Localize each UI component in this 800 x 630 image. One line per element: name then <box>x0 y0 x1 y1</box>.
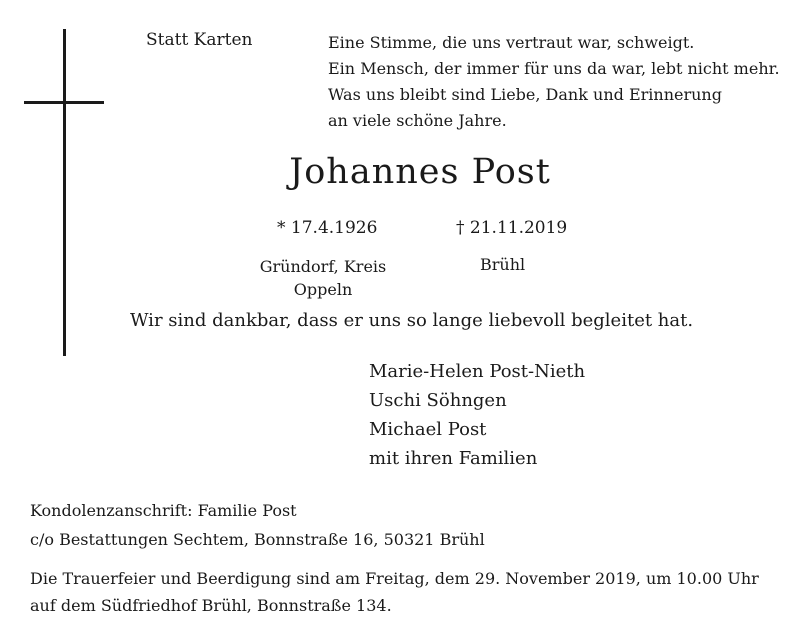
death-date: † 21.11.2019 <box>456 218 568 238</box>
funeral-line: Die Trauerfeier und Beerdigung sind am Freitag, dem 29. November 2019, um 10.00 Uhr <box>30 569 759 588</box>
birth-date: * 17.4.1926 <box>277 218 378 238</box>
memorial-poem <box>328 30 780 134</box>
funeral-information <box>30 565 759 619</box>
deathplace: Brühl <box>480 255 526 274</box>
cross-horizontal-bar <box>24 101 104 104</box>
birthplace-line: Gründorf, Kreis <box>259 257 387 276</box>
poem-line: Eine Stimme, die uns vertraut war, schweigt. <box>328 33 695 52</box>
condolence-line: Kondolenzanschrift: Familie Post <box>30 501 297 520</box>
mourner-name: Michael Post <box>369 419 487 440</box>
gratitude-text: Wir sind dankbar, dass er uns so lange liebevoll begleitet hat. <box>130 310 694 331</box>
poem-line: Was uns bleibt sind Liebe, Dank und Erinnerung <box>328 85 722 104</box>
poem-line: Ein Mensch, der immer für uns da war, lebt nicht mehr. <box>328 59 780 78</box>
condolence-line: c/o Bestattungen Sechtem, Bonnstraße 16, 50321 Brühl <box>30 530 485 549</box>
mourner-name: Uschi Söhngen <box>369 390 507 411</box>
mourners-list <box>369 357 585 473</box>
funeral-line: auf dem Südfriedhof Brühl, Bonnstraße 134. <box>30 596 392 615</box>
condolence-address <box>30 496 485 554</box>
cross-vertical-bar <box>63 29 66 356</box>
birthplace-line: Oppeln <box>293 280 353 299</box>
birthplace <box>248 255 398 301</box>
deceased-name: Johannes Post <box>289 152 551 192</box>
poem-line: an viele schöne Jahre. <box>328 111 507 130</box>
mourner-name: mit ihren Familien <box>369 448 538 469</box>
statt-karten-label: Statt Karten <box>146 30 253 50</box>
mourner-name: Marie-Helen Post-Nieth <box>369 361 586 382</box>
